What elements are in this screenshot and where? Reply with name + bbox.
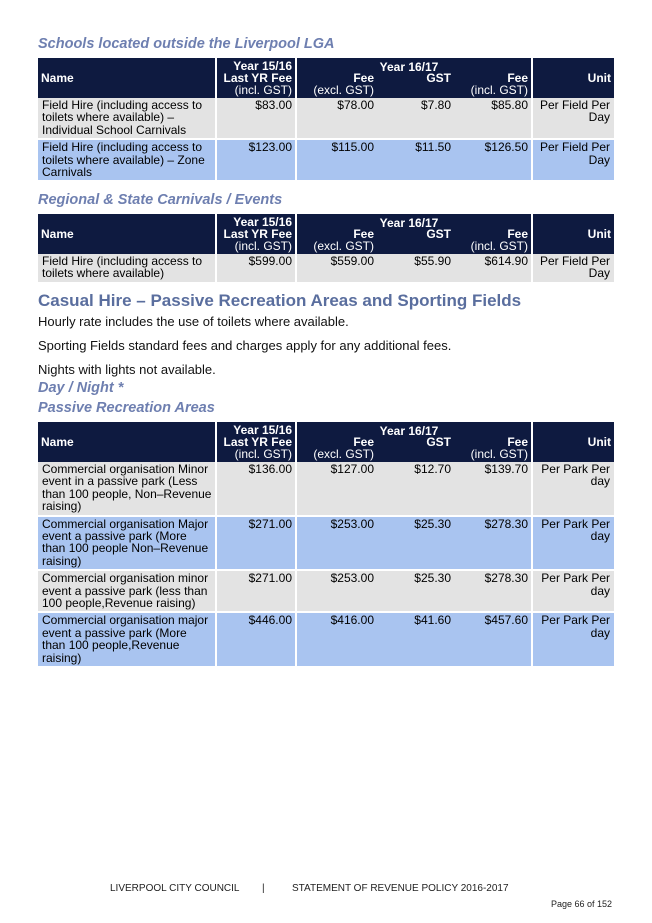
table-row (38, 254, 614, 284)
header-gst: Year 16/17 GST (377, 214, 454, 254)
header-last-yr-fee: Year 15/16 Last YR Fee (incl. GST) (217, 422, 297, 462)
cell-fee-incl: $278.30 (454, 571, 533, 613)
casual-hire-heading: Casual Hire – Passive Recreation Areas and Sporting Fields (38, 291, 522, 310)
fee-table-schools-outside (38, 58, 614, 182)
header-fee-excl: Fee (excl. GST) (297, 422, 377, 462)
header-year-current: Year 16/17 (379, 60, 439, 74)
fee-table-passive-recreation (38, 422, 614, 668)
header-unit: Unit (533, 422, 614, 462)
header-name: Name (38, 214, 217, 254)
casual-para-nights: Nights with lights not available. (38, 362, 216, 377)
cell-fee-excl: $416.00 (297, 613, 377, 668)
cell-last-yr-fee: $136.00 (217, 462, 297, 517)
cell-last-yr-fee: $123.00 (217, 140, 297, 182)
cell-fee-excl: $115.00 (297, 140, 377, 182)
cell-last-yr-fee: $83.00 (217, 98, 297, 140)
cell-unit: Per Field Per Day (533, 140, 614, 182)
cell-last-yr-fee: $271.00 (217, 571, 297, 613)
header-year-current: Year 16/17 (379, 216, 439, 230)
cell-unit: Per Park Per day (533, 517, 614, 572)
section-title-regional-state: Regional & State Carnivals / Events (38, 192, 283, 208)
subheading-day-night: Day / Night * (38, 380, 124, 396)
cell-fee-excl: $253.00 (297, 571, 377, 613)
cell-unit: Per Park Per day (533, 613, 614, 668)
cell-last-yr-fee: $271.00 (217, 517, 297, 572)
cell-fee-excl: $253.00 (297, 517, 377, 572)
footer-council-name: LIVERPOOL CITY COUNCIL (110, 883, 240, 894)
cell-gst: $25.30 (377, 571, 454, 613)
header-fee-incl: Fee (incl. GST) (454, 214, 533, 254)
cell-name: Commercial organisation Major event a passive park (More than 100 people Non–Revenue raising) (38, 517, 217, 572)
cell-gst: $41.60 (377, 613, 454, 668)
cell-name: Commercial organisation minor event a passive park (less than 100 people,Revenue raising) (38, 571, 217, 613)
cell-unit: Per Field Per Day (533, 254, 614, 284)
cell-fee-excl: $127.00 (297, 462, 377, 517)
cell-name: Field Hire (including access to toilets where available) – Individual School Carnivals (38, 98, 217, 140)
cell-fee-incl: $457.60 (454, 613, 533, 668)
table-row (38, 517, 614, 572)
cell-unit: Per Park Per day (533, 462, 614, 517)
header-fee-excl: Fee (excl. GST) (297, 214, 377, 254)
cell-gst: $25.30 (377, 517, 454, 572)
section-title-schools-outside: Schools located outside the Liverpool LGA (38, 36, 335, 52)
header-unit: Unit (533, 214, 614, 254)
cell-unit: Per Field Per Day (533, 98, 614, 140)
header-last-yr-fee: Year 15/16 Last YR Fee (incl. GST) (217, 58, 297, 98)
cell-fee-incl: $139.70 (454, 462, 533, 517)
header-gst: Year 16/17 GST (377, 58, 454, 98)
cell-fee-excl: $78.00 (297, 98, 377, 140)
cell-gst: $7.80 (377, 98, 454, 140)
header-fee-excl: Fee (excl. GST) (297, 58, 377, 98)
table-row (38, 571, 614, 613)
header-last-yr-fee: Year 15/16 Last YR Fee (incl. GST) (217, 214, 297, 254)
cell-fee-incl: $85.80 (454, 98, 533, 140)
cell-name: Commercial organisation major event a passive park (More than 100 people,Revenue raising) (38, 613, 217, 668)
table-row (38, 140, 614, 182)
header-fee-incl: Fee (incl. GST) (454, 422, 533, 462)
cell-fee-incl: $278.30 (454, 517, 533, 572)
table-row (38, 98, 614, 140)
header-unit: Unit (533, 58, 614, 98)
fee-table-regional-state (38, 214, 614, 284)
table-row (38, 462, 614, 517)
cell-last-yr-fee: $446.00 (217, 613, 297, 668)
header-year-current: Year 16/17 (379, 424, 439, 438)
cell-fee-excl: $559.00 (297, 254, 377, 284)
page-number: Page 66 of 152 (550, 899, 612, 909)
header-gst: Year 16/17 GST (377, 422, 454, 462)
cell-last-yr-fee: $599.00 (217, 254, 297, 284)
cell-fee-incl: $614.90 (454, 254, 533, 284)
footer-document-title: STATEMENT OF REVENUE POLICY 2016-2017 (292, 883, 509, 894)
header-name: Name (38, 58, 217, 98)
casual-para-sporting: Sporting Fields standard fees and charges apply for any additional fees. (38, 338, 452, 353)
cell-name: Field Hire (including access to toilets where available) (38, 254, 217, 284)
casual-para-hourly: Hourly rate includes the use of toilets where available. (38, 314, 349, 329)
cell-name: Commercial organisation Minor event in a passive park (Less than 100 people, Non–Revenue raising) (38, 462, 217, 517)
cell-name: Field Hire (including access to toilets where available) – Zone Carnivals (38, 140, 217, 182)
cell-unit: Per Park Per day (533, 571, 614, 613)
subheading-passive-recreation: Passive Recreation Areas (38, 400, 215, 416)
footer-separator: | (262, 883, 265, 894)
cell-gst: $12.70 (377, 462, 454, 517)
cell-fee-incl: $126.50 (454, 140, 533, 182)
header-name: Name (38, 422, 217, 462)
table-row (38, 613, 614, 668)
header-fee-incl: Fee (incl. GST) (454, 58, 533, 98)
cell-gst: $11.50 (377, 140, 454, 182)
cell-gst: $55.90 (377, 254, 454, 284)
